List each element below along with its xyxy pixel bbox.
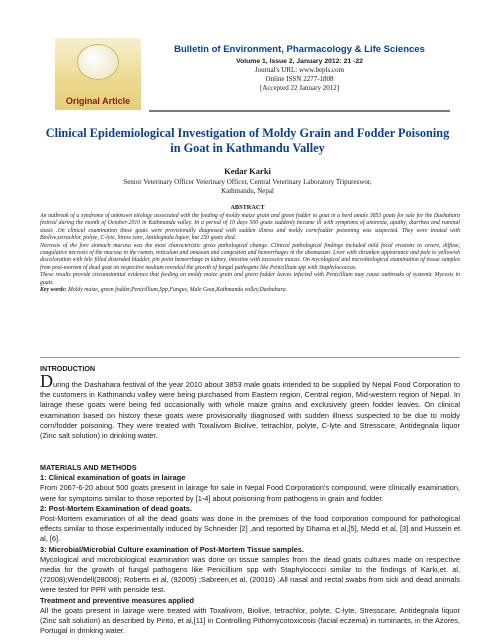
affiliation-line: Senior Veterinary Officer Veterinary Officer, Central Veterinary Laboratory Tripureswor, [123,178,372,186]
subsection-text: Mycological and microbiological examination was done on tissue samples from the dead goats cultures made on respective media for the growth of fungal pathogens like Penicillium spp with Staphylococci similar to the findings of Karki,et. al,(72008);Wendell(28008); Roberts et al, (92005) ;Sabreen,et al, (20010) .All nasal and rectal swabs from sick and dead animals were tested for PPR with penside test. [40,554,460,595]
author-name: Kedar Karki [224,166,271,176]
methods-heading: MATERIALS AND METHODS [40,463,137,472]
introduction-text: uring the Dashahara festival of the year 2010 about 3853 male goats intended to be supplied by Nepal Food Corporation to the customers in Kathmandu valley were being purchased from Eastern region, Central region, Mid-western region of Nepal. In lairage these goats were being fed occasionally with whole maize grains and exclusively green fodder leaves. On clinical examination based on history these goats were provisionally diagnosed with sudden illness suspected to be due to moldy corn/fodder poisoning. They were treated with Toxalivom Biolive, tetrachlor, polyte, C-lyte and Stresscare, Antidegnala liquor (Zinc salt solution) in drinking water. [40,380,460,441]
abstract-paragraph: Necrosis of the fore stomach mucosa was the most characteristic gross pathological change. Clinical pathological findings included mild focal erosions to severe, diffuse, coagulative necrosis of the mucosa in the rumen, reticulum and omasum and congestion and hemorrhages in the abomasum. Liver with shrunken appearance and pale to yellowish discoloration with bile filled distended bladder, pin point hemorrhage in kidney, intestine with excessive mucus. On mycological and microbiological examination of tissue samples from post-mortem of dead goat on respective medium revealed the growth of fungal pathogens like Penicillium spp with Staphylococcus. [40,242,460,271]
subsection-heading: Treatment and preventive measures applied [40,595,195,605]
affiliation-line: Kathmandu, Nepal [221,187,274,195]
journal-volume: Volume 1, Issue 2, January 2012: 21 -22 [236,58,363,65]
journal-info [149,38,450,112]
author-affiliation [40,178,455,196]
journal-header [55,38,450,116]
introduction-paragraph [40,371,460,441]
abstract-body [40,213,460,294]
abstract-heading: ABSTRACT [230,204,265,211]
keywords-text: Moldy maize, green fodder,Penicillium,Spp,Fungus, Male Goat,Kathmandu valley,Dashahara. [66,287,288,294]
article-type-label: Original Article [65,96,131,106]
abstract-paragraph: These results provide circumstantial evidence that feeding on moldy maize grain and green fodder leaves infected with Penicillium may cause outbreaks of systemic Mycosis in goats. [40,272,460,286]
accepted-date: [Accepted 22 January 2012] [259,84,340,92]
methods-section [40,463,460,636]
subsection-text: From 2067-6-20 about 500 goats present in lairage for sale in Nepal Food Corporation's compound, were clinically examination, were for symptoms similar to those reported by [1-4] about poisoning from pathogens in grain and fodder. [40,483,460,503]
abstract-paragraph: An outbreak of a syndrome of unknown etiology associated with the feeding of moldy maize grain and green fodder to goat in a herd amale 3853 goats for sale for the Dashahara festival during the month of October-2010 in Kathmandu valley. In a period of 10 days 500 goats suddenly became ill with symptoms of anorexia, apathy, diarrhea and ruminal stasis .On clinical examination these goats were provisionally diagnosed with sudden illness and moldy corn/fodder poisoning was suspected. They were treated with Biolive,tetrachlor, polyte, C-lyte, Stress care, Antidegnala liquor, but 250 goats died. [40,213,460,242]
keywords [40,287,460,294]
journal-title: Bulletin of Environment, Pharmacology & Life Sciences [174,44,425,55]
paper-title: Clinical Epidemiological Investigation of Moldy Grain and Fodder Poisoning in Goat in Kathmandu Valley [45,126,450,155]
journal-emblem-icon [77,44,119,80]
journal-url: Journal's URL: www.bepls.com [254,66,345,74]
introduction-heading: INTRODUCTION [40,364,96,373]
section-divider [40,357,460,358]
subsection-heading: 1: Clinical examination of goats in lairage [40,473,186,483]
introduction-body [40,371,460,441]
keywords-label: Key words: [40,287,67,294]
subsection-text: All the goats present in lairage were treated with Toxalivom, Biolive, tetrachlor, polyte, C-lyte, Stresscare, Antidegnala liquor (Zinc salt solution) as described by Pinto, et al,[11] in Controlling Pithomycotoxicosis (facial eczema) in ruminants, in the Azores, Portugal in drinking water. [40,605,460,636]
drop-cap: D [40,371,53,391]
journal-issn: Online ISSN 2277-1808 [265,75,334,83]
journal-logo [55,38,141,110]
subsection-heading: 3: Microbial/Microbial Culture examination of Post-Mortem Tissue samples. [40,544,304,554]
subsection-text: Post-Mortem examination of all the dead goats was done in the premises of the food corporation compound for pathological effects similar to those experimentally induced by Schneider [2] ,and reported by Dhama et al,[5], Medd et al, [3] and Hussein et al, [6]. [40,514,460,544]
subsection-heading: 2: Post-Mortem Examination of dead goats. [40,503,192,513]
